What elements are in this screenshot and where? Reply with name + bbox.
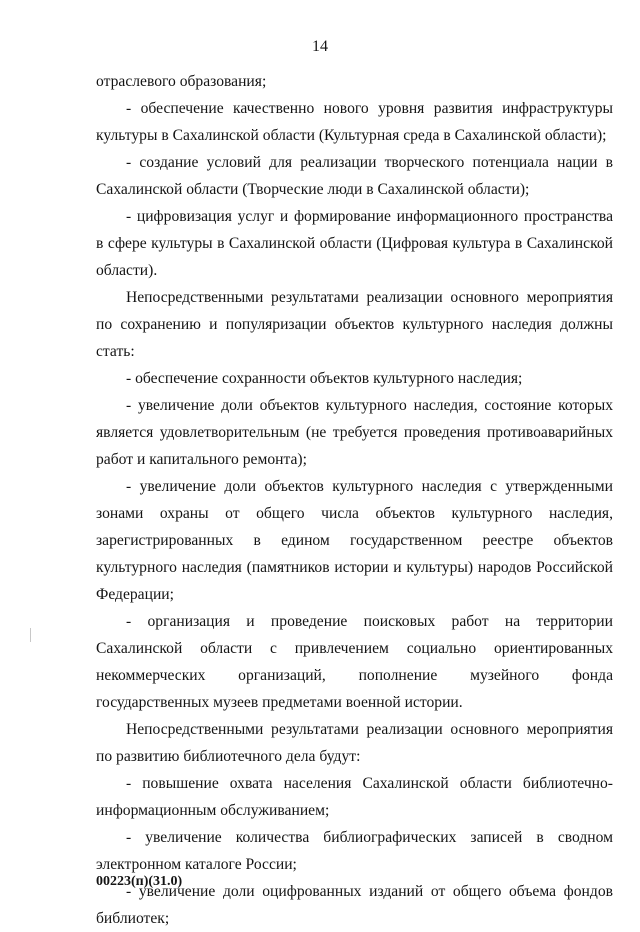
document-body	[96, 68, 613, 932]
list-item-bibliographic-records: - увеличение количества библиографических записей в сводном электронном каталоге России;	[96, 829, 613, 873]
list-item-library-coverage: - повышение охвата населения Сахалинской области библиотечно-информационным обслуживанием;	[96, 775, 613, 819]
list-item-heritage-condition: - увеличение доли объектов культурного наследия, состояние которых является удовлетворительным (не требуется проведения противоаварийных работ и капитального ремонта);	[96, 397, 613, 468]
list-item-infrastructure: - обеспечение качественно нового уровня развития инфраструктуры культуры в Сахалинской области (Культурная среда в Сахалинской области);	[96, 100, 613, 144]
paragraph-continuation: отраслевого образования;	[96, 73, 267, 90]
paragraph-library-results: Непосредственными результатами реализации основного мероприятия по развитию библиотечного дела будут:	[96, 721, 613, 765]
list-item-heritage-preservation: - обеспечение сохранности объектов культурного наследия;	[126, 370, 523, 387]
paragraph-heritage-results: Непосредственными результатами реализации основного мероприятия по сохранению и популяризации объектов культурного наследия должны стать:	[96, 289, 613, 360]
list-item-digitalization: - цифровизация услуг и формирование информационного пространства в сфере культуры в Сахалинской области (Цифровая культура в Сахалинской области).	[96, 208, 613, 279]
list-item-creative-potential: - создание условий для реализации творческого потенциала нации в Сахалинской области (Творческие люди в Сахалинской области);	[96, 154, 613, 198]
list-item-protection-zones: - увеличение доли объектов культурного наследия с утвержденными зонами охраны от общего числа объектов культурного наследия, зарегистрированных в едином государственном реестре объектов культурного наследия (памятников истории и культуры) народов Российской Федерации;	[96, 478, 613, 603]
page-number: 14	[312, 38, 328, 55]
document-code: 00223(п)(31.0)	[96, 874, 183, 889]
list-item-search-works: - организация и проведение поисковых работ на территории Сахалинской области с привлечением социально ориентированных некоммерческих организаций, пополнение музейного фонда государственных музеев предметами военной истории.	[96, 613, 613, 711]
scan-margin-mark	[30, 628, 31, 642]
list-item-digitized-editions: - увеличение доли оцифрованных изданий от общего объема фондов библиотек;	[96, 883, 613, 927]
